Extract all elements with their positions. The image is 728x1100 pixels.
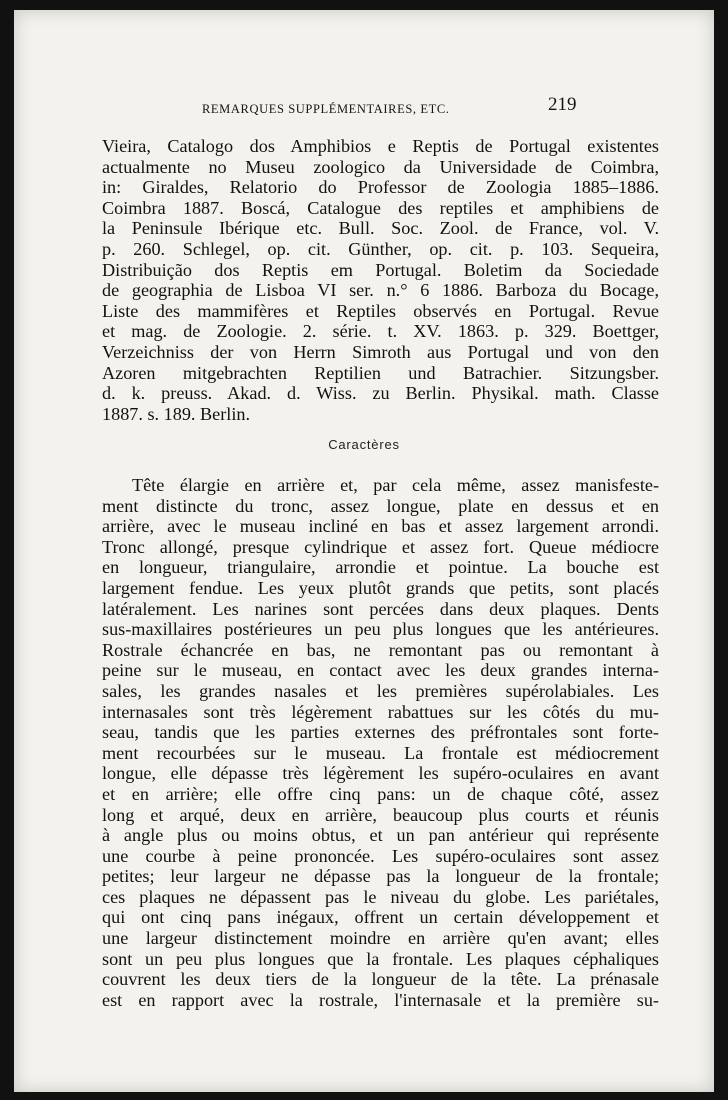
text-line: la Peninsule Ibérique etc. Bull. Soc. Zool. de France, vol. V. <box>102 218 659 239</box>
body-paragraph <box>102 475 659 1010</box>
text-line: Tronc allongé, presque cylindrique et assez fort. Queue médiocre <box>102 536 659 557</box>
book-page <box>14 10 714 1092</box>
references-paragraph <box>102 136 659 424</box>
text-line: Azoren mitgebrachten Reptilien und Batrachier. Sitzungsber. <box>102 362 659 383</box>
text-line: internasales sont très légèrement rabattues sur les côtés du mu- <box>102 701 659 722</box>
text-line: Tête élargie en arrière et, par cela même, assez manisfeste- <box>132 475 659 495</box>
text-line: sales, les grandes nasales et les premières supérolabiales. Les <box>102 680 659 701</box>
text-line: ment distincte du tronc, assez longue, plate en dessus et en <box>102 495 659 516</box>
text-line: de geographia de Lisboa VI ser. n.° 6 1886. Barboza du Bocage, <box>102 280 659 301</box>
text-line: Distribuição dos Reptis em Portugal. Boletim da Sociedade <box>102 259 659 280</box>
text-line: actualmente no Museu zoologico da Universidade de Coimbra, <box>102 156 659 177</box>
page-header <box>14 94 714 118</box>
text-line: en longueur, triangulaire, arrondie et pointue. La bouche est <box>102 557 659 578</box>
text-line: est en rapport avec la rostrale, l'internasale et la première su- <box>102 989 659 1010</box>
text-line: qui ont cinq pans inégaux, offrent un certain développement et <box>102 907 659 928</box>
text-line: Coimbra 1887. Boscá, Catalogue des reptiles et amphibiens de <box>102 197 659 218</box>
section-heading: Caractères <box>328 437 400 452</box>
text-line: Verzeichniss der von Herrn Simroth aus Portugal und von den <box>102 341 659 362</box>
text-line: une courbe à peine prononcée. Les supéro-oculaires sont assez <box>102 845 659 866</box>
text-line: latéralement. Les narines sont percées dans deux plaques. Dents <box>102 598 659 619</box>
text-line: couvrent les deux tiers de la longueur de la tête. La prénasale <box>102 969 659 990</box>
text-line: long et arqué, deux en arrière, beaucoup plus courts et réunis <box>102 804 659 825</box>
text-line: ces plaques ne dépassent pas le niveau du globe. Les pariétales, <box>102 886 659 907</box>
running-title: REMARQUES SUPPLÉMENTAIRES, ETC. <box>202 102 450 116</box>
text-line: peine sur le museau, en contact avec les deux grandes interna- <box>102 660 659 681</box>
text-line: p. 260. Schlegel, op. cit. Günther, op. cit. p. 103. Sequeira, <box>102 238 659 259</box>
text-line: sus-maxillaires postérieures un peu plus longues que les antérieures. <box>102 619 659 640</box>
text-line: petites; leur largeur ne dépasse pas la longueur de la frontale; <box>102 866 659 887</box>
text-line: arrière, avec le museau incliné en bas et assez largement arrondi. <box>102 516 659 537</box>
text-line: et en arrière; elle offre cinq pans: un de chaque côté, assez <box>102 783 659 804</box>
text-line: d. k. preuss. Akad. d. Wiss. zu Berlin. Physikal. math. Classe <box>102 383 659 404</box>
text-line: et mag. de Zoologie. 2. série. t. XV. 1863. p. 329. Boettger, <box>102 321 659 342</box>
text-line: à angle plus ou moins obtus, et un pan antérieur qui représente <box>102 825 659 846</box>
text-line: in: Giraldes, Relatorio do Professor de Zoologia 1885–1886. <box>102 177 659 198</box>
text-line: seau, tandis que les parties externes des préfrontales sont forte- <box>102 722 659 743</box>
text-line: une largeur distinctement moindre en arrière qu'en avant; elles <box>102 928 659 949</box>
text-line: 1887. s. 189. Berlin. <box>102 403 251 424</box>
page-number: 219 <box>548 94 577 115</box>
text-line: Liste des mammifères et Reptiles observés en Portugal. Revue <box>102 300 659 321</box>
text-line: largement fendue. Les yeux plutôt grands que petits, sont placés <box>102 577 659 598</box>
text-line: longue, elle dépasse très légèrement les supéro-oculaires en avant <box>102 763 659 784</box>
text-line: Rostrale échancrée en bas, ne remontant pas ou remontant à <box>102 639 659 660</box>
text-line: ment recourbées sur le museau. La frontale est médiocrement <box>102 742 659 763</box>
text-line: Vieira, Catalogo dos Amphibios e Reptis de Portugal existentes <box>102 136 659 156</box>
text-line: sont un peu plus longues que la frontale. Les plaques céphaliques <box>102 948 659 969</box>
